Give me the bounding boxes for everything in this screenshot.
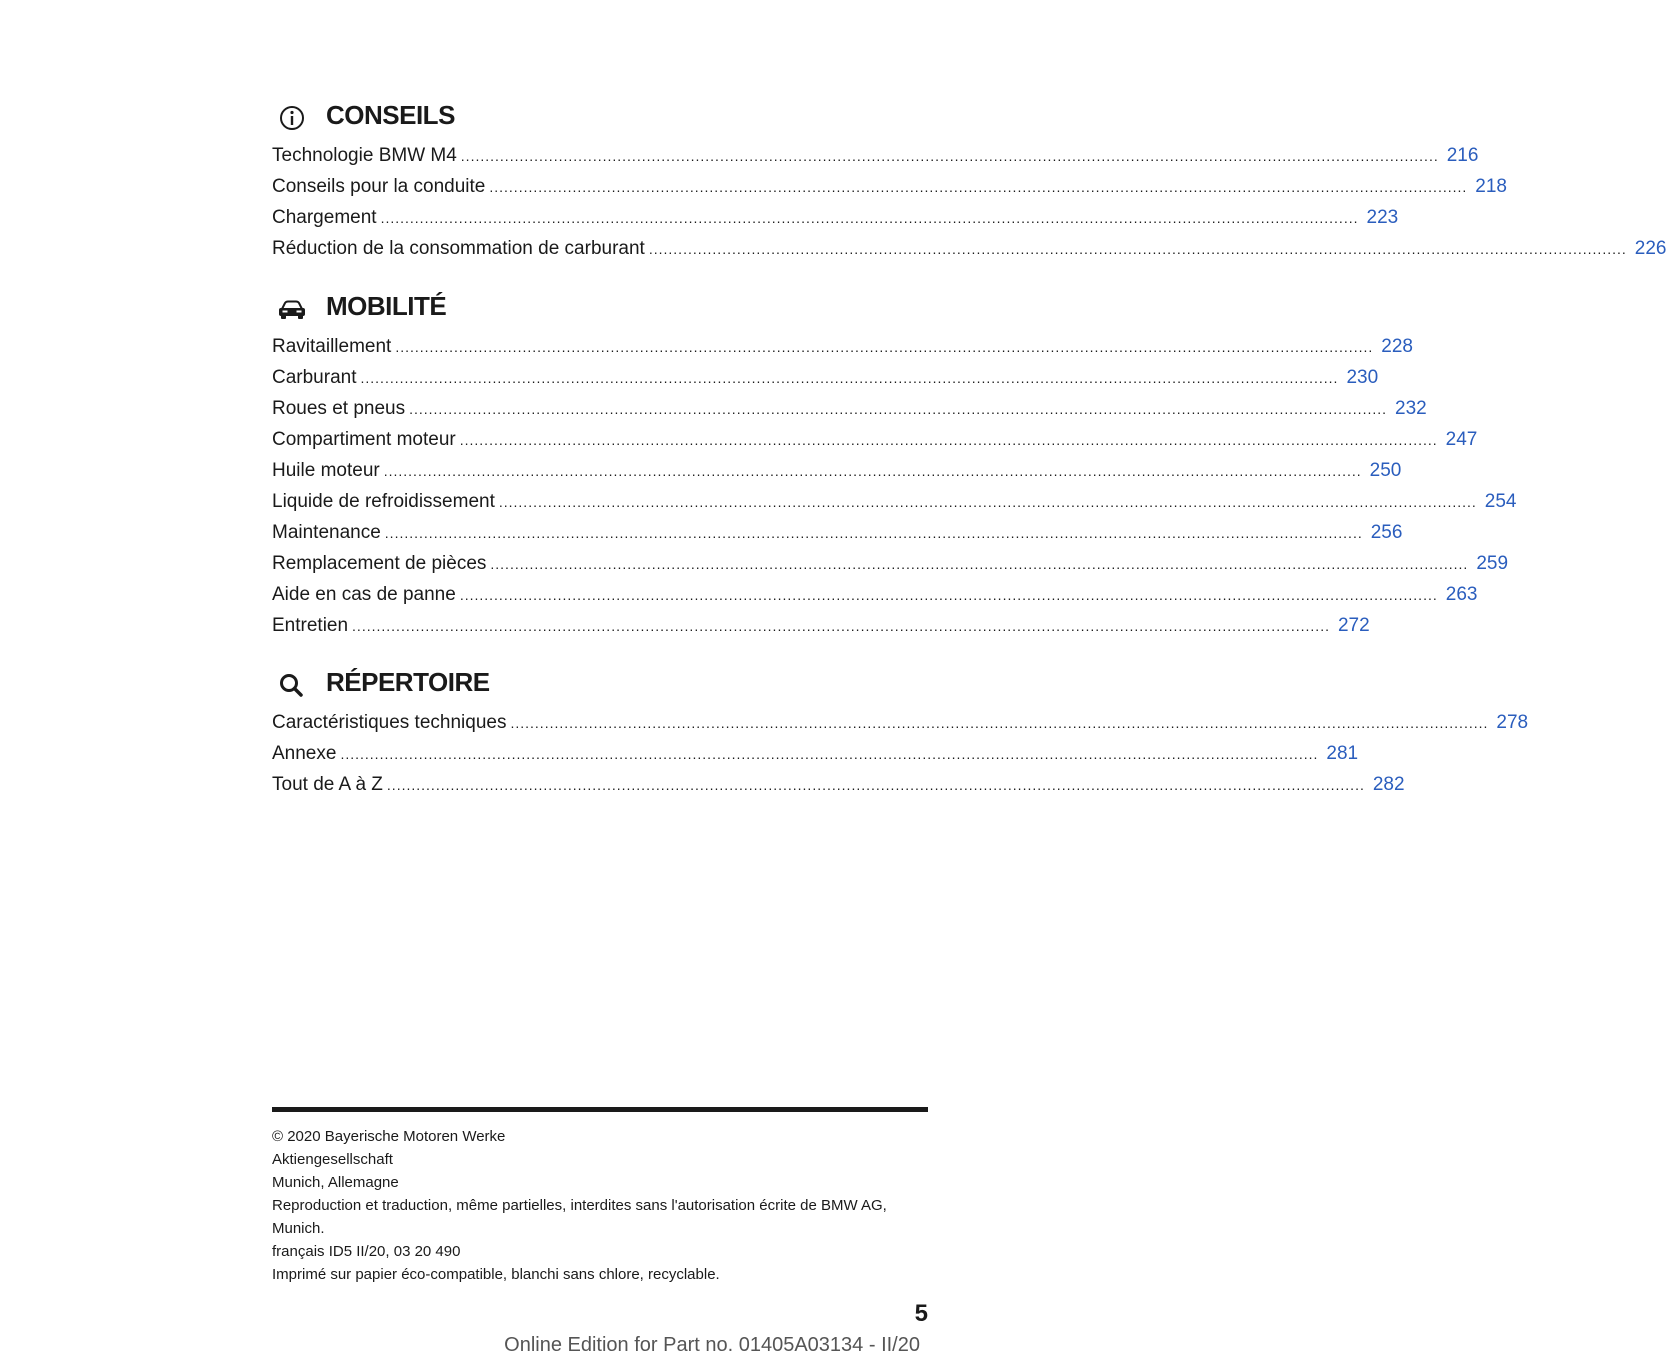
toc-entry-page-link[interactable]: 272 — [1337, 615, 1370, 636]
toc-entry-label: Conseils pour la conduite — [272, 176, 486, 197]
dot-leader: ........................................................................................................................................................................................................ — [498, 494, 1477, 510]
toc-entry-label: Réduction de la consommation de carburant — [272, 238, 645, 259]
toc-entry[interactable] — [272, 202, 1399, 233]
toc-entry-page-link[interactable]: 232 — [1395, 398, 1427, 419]
dot-leader: ........................................................................................................................................................................................................ — [340, 746, 1319, 762]
imprint-line: Munich, Allemagne — [272, 1174, 399, 1191]
toc-entry[interactable] — [272, 233, 1666, 264]
search-icon — [276, 671, 308, 699]
toc-entry[interactable] — [272, 738, 1359, 769]
toc-entry-page-link[interactable]: 247 — [1445, 429, 1478, 450]
dot-leader: ........................................................................................................................................................................................................ — [490, 556, 1469, 572]
toc-entry-label: Technologie BMW M4 — [272, 145, 457, 166]
toc-entry[interactable] — [272, 362, 1379, 393]
toc-entry-page-link[interactable]: 250 — [1369, 460, 1402, 481]
info-icon — [276, 104, 308, 132]
toc-entry-label: Roues et pneus — [272, 398, 406, 419]
imprint — [272, 1125, 928, 1286]
toc-entry-page-link[interactable]: 226 — [1634, 238, 1666, 259]
section-header — [272, 665, 928, 705]
toc-entry[interactable] — [272, 455, 1402, 486]
dot-leader: ........................................................................................................................................................................................................ — [460, 148, 1439, 164]
imprint-line: Reproduction et traduction, même partielles, interdites sans l'autorisation écrite de BMW AG, — [272, 1197, 887, 1214]
footer-note: Online Edition for Part no. 01405A03134 - II/20 — [504, 1334, 920, 1356]
dot-leader: ........................................................................................................................................................................................................ — [489, 179, 1468, 195]
dot-leader: ........................................................................................................................................................................................................ — [648, 241, 1627, 257]
toc-entry-page-link[interactable]: 230 — [1346, 367, 1379, 388]
toc-entry-label: Carburant — [272, 367, 357, 388]
toc-entry-page-link[interactable]: 256 — [1370, 522, 1403, 543]
toc-entry[interactable] — [272, 548, 1509, 579]
section-mobilite — [272, 289, 1517, 641]
toc-entry[interactable] — [272, 486, 1517, 517]
toc-entry-page-link[interactable]: 254 — [1484, 491, 1517, 512]
car-icon — [276, 295, 308, 323]
toc-entry-page-link[interactable]: 278 — [1496, 712, 1529, 733]
toc-entry[interactable] — [272, 579, 1478, 610]
toc-entry[interactable] — [272, 769, 1405, 800]
toc-entry[interactable] — [272, 393, 1427, 424]
imprint-line: Munich. — [272, 1220, 325, 1237]
toc-entry-page-link[interactable]: 228 — [1381, 336, 1413, 357]
toc-entry-label: Compartiment moteur — [272, 429, 456, 450]
section-title: CONSEILS — [326, 100, 455, 130]
toc-entry[interactable] — [272, 140, 1479, 171]
toc-entry-label: Remplacement de pièces — [272, 553, 487, 574]
toc-entry[interactable] — [272, 171, 1507, 202]
toc-entry-label: Caractéristiques techniques — [272, 712, 507, 733]
toc-entry-label: Ravitaillement — [272, 336, 392, 357]
dot-leader: ........................................................................................................................................................................................................ — [510, 715, 1489, 731]
dot-leader: ........................................................................................................................................................................................................ — [380, 210, 1359, 226]
dot-leader: ........................................................................................................................................................................................................ — [360, 370, 1339, 386]
dot-leader: ........................................................................................................................................................................................................ — [352, 618, 1330, 634]
section-conseils — [272, 98, 1666, 264]
page-number: 5 — [914, 1300, 928, 1327]
section-title: MOBILITÉ — [326, 291, 447, 321]
toc-entry[interactable] — [272, 331, 1413, 362]
divider — [272, 1107, 928, 1112]
toc-entry-page-link[interactable]: 218 — [1475, 176, 1507, 197]
toc-entry-page-link[interactable]: 263 — [1445, 584, 1478, 605]
toc-entry[interactable] — [272, 610, 1370, 641]
imprint-line: français ID5 II/20, 03 20 490 — [272, 1243, 461, 1260]
dot-leader: ........................................................................................................................................................................................................ — [383, 463, 1362, 479]
toc-entry-label: Aide en cas de panne — [272, 584, 456, 605]
toc-list — [272, 140, 1666, 264]
dot-leader: ........................................................................................................................................................................................................ — [409, 401, 1388, 417]
toc-entry-label: Chargement — [272, 207, 377, 228]
section-header — [272, 98, 928, 138]
toc-entry-label: Tout de A à Z — [272, 774, 383, 795]
toc-entry-label: Maintenance — [272, 522, 381, 543]
imprint-line: Imprimé sur papier éco-compatible, blanchi sans chlore, recyclable. — [272, 1266, 720, 1283]
section-header — [272, 289, 928, 329]
toc-entry-page-link[interactable]: 216 — [1446, 145, 1479, 166]
dot-leader: ........................................................................................................................................................................................................ — [384, 525, 1363, 541]
imprint-line: Aktiengesellschaft — [272, 1151, 393, 1168]
dot-leader: ........................................................................................................................................................................................................ — [459, 587, 1438, 603]
toc-entry-label: Liquide de refroidissement — [272, 491, 495, 512]
toc-list — [272, 331, 1517, 641]
toc-entry[interactable] — [272, 707, 1529, 738]
toc-entry-page-link[interactable]: 259 — [1476, 553, 1509, 574]
toc-entry-page-link[interactable]: 223 — [1366, 207, 1399, 228]
toc-entry-page-link[interactable]: 281 — [1326, 743, 1359, 764]
toc-entry-label: Annexe — [272, 743, 337, 764]
toc-entry-page-link[interactable]: 282 — [1372, 774, 1405, 795]
toc-entry-label: Huile moteur — [272, 460, 380, 481]
imprint-line: © 2020 Bayerische Motoren Werke — [272, 1128, 506, 1145]
dot-leader: ........................................................................................................................................................................................................ — [386, 777, 1365, 793]
toc-entry[interactable] — [272, 424, 1478, 455]
toc-entry[interactable] — [272, 517, 1403, 548]
section-title: RÉPERTOIRE — [326, 667, 490, 697]
dot-leader: ........................................................................................................................................................................................................ — [395, 339, 1374, 355]
section-repertoire — [272, 665, 1529, 800]
toc-entry-label: Entretien — [272, 615, 349, 636]
toc-list — [272, 707, 1529, 800]
dot-leader: ........................................................................................................................................................................................................ — [459, 432, 1438, 448]
